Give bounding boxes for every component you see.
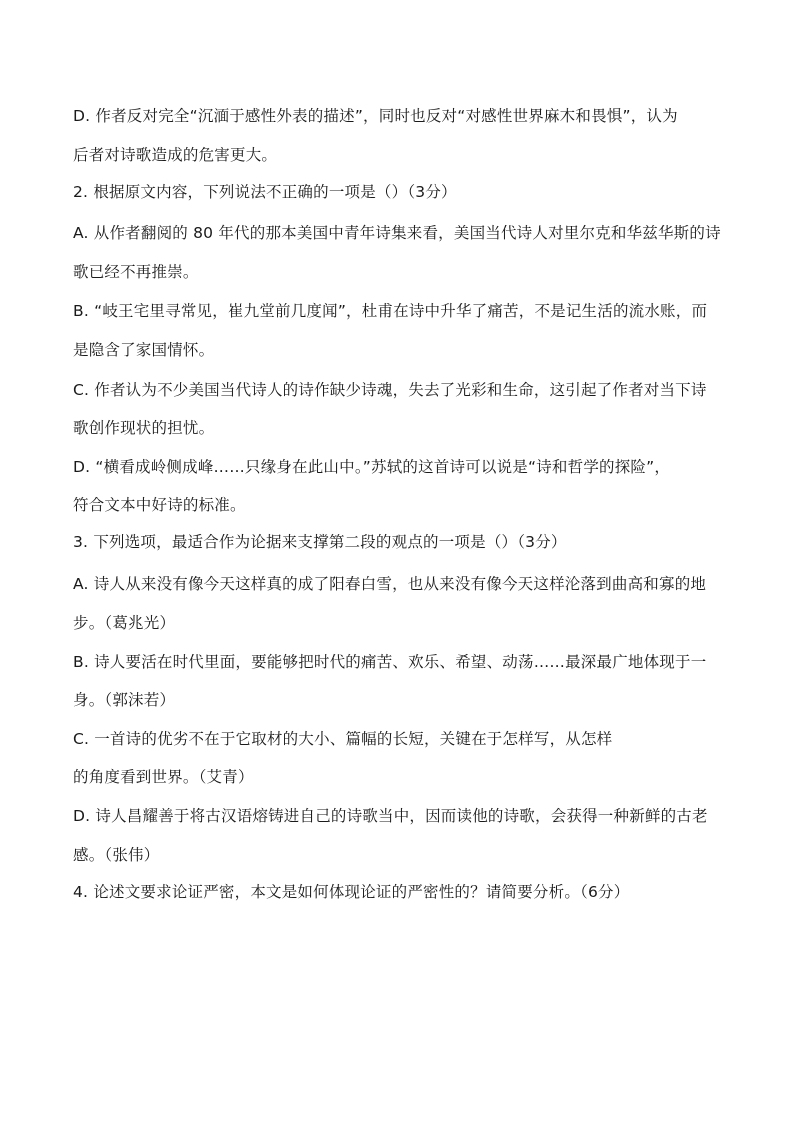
question-2-stem: 2. 根据原文内容，下列说法不正确的一项是（）（3分）: [73, 183, 457, 201]
text-line: D. 诗人昌耀善于将古汉语熔铸进自己的诗歌当中，因而读他的诗歌，会获得一种新鲜的古老: [73, 807, 708, 825]
text-line: 歌创作现状的担忧。: [73, 419, 215, 437]
text-line: 感。（张伟）: [73, 846, 160, 864]
text-line: B. 诗人要活在时代里面，要能够把时代的痛苦、欢乐、希望、动荡……最深最广地体现于一: [73, 653, 707, 671]
question-4-stem: 4. 论述文要求论证严密，本文是如何体现论证的严密性的？请简要分析。（6分）: [73, 883, 630, 901]
text-line: 是隐含了家国情怀。: [73, 341, 215, 359]
text-line: A. 诗人从来没有像今天这样真的成了阳春白雪，也从来没有像今天这样沦落到曲高和寡的地: [73, 575, 707, 593]
text-line: 符合文本中好诗的标准。: [73, 496, 246, 514]
text-line: A. 从作者翻阅的 80 年代的那本美国中青年诗集来看，美国当代诗人对里尔克和华兹华斯的诗: [73, 224, 721, 242]
text-line: 的角度看到世界。（艾青）: [73, 768, 254, 786]
text-line: B. “岐王宅里寻常见，崔九堂前几度闻”，杜甫在诗中升华了痛苦，不是记生活的流水账，而: [73, 302, 708, 320]
text-line: C. 一首诗的优劣不在于它取材的大小、篇幅的长短，关键在于怎样写，从怎样: [73, 730, 613, 748]
text-line: 身。（郭沫若）: [73, 691, 176, 709]
text-line: D. 作者反对完全“沉湎于感性外表的描述”，同时也反对“对感性世界麻木和畏惧”，认为: [73, 107, 678, 125]
text-line: D. “横看成岭侧成峰……只缘身在此山中。”苏轼的这首诗可以说是“诗和哲学的探险”，: [73, 458, 671, 476]
text-line: 歌已经不再推崇。: [73, 263, 199, 281]
text-line: 后者对诗歌造成的危害更大。: [73, 146, 278, 164]
text-line: 步。（葛兆光）: [73, 614, 176, 632]
text-line: C. 作者认为不少美国当代诗人的诗作缺少诗魂，失去了光彩和生命，这引起了作者对当下诗: [73, 381, 707, 399]
question-3-stem: 3. 下列选项，最适合作为论据来支撑第二段的观点的一项是（）（3分）: [73, 533, 567, 551]
